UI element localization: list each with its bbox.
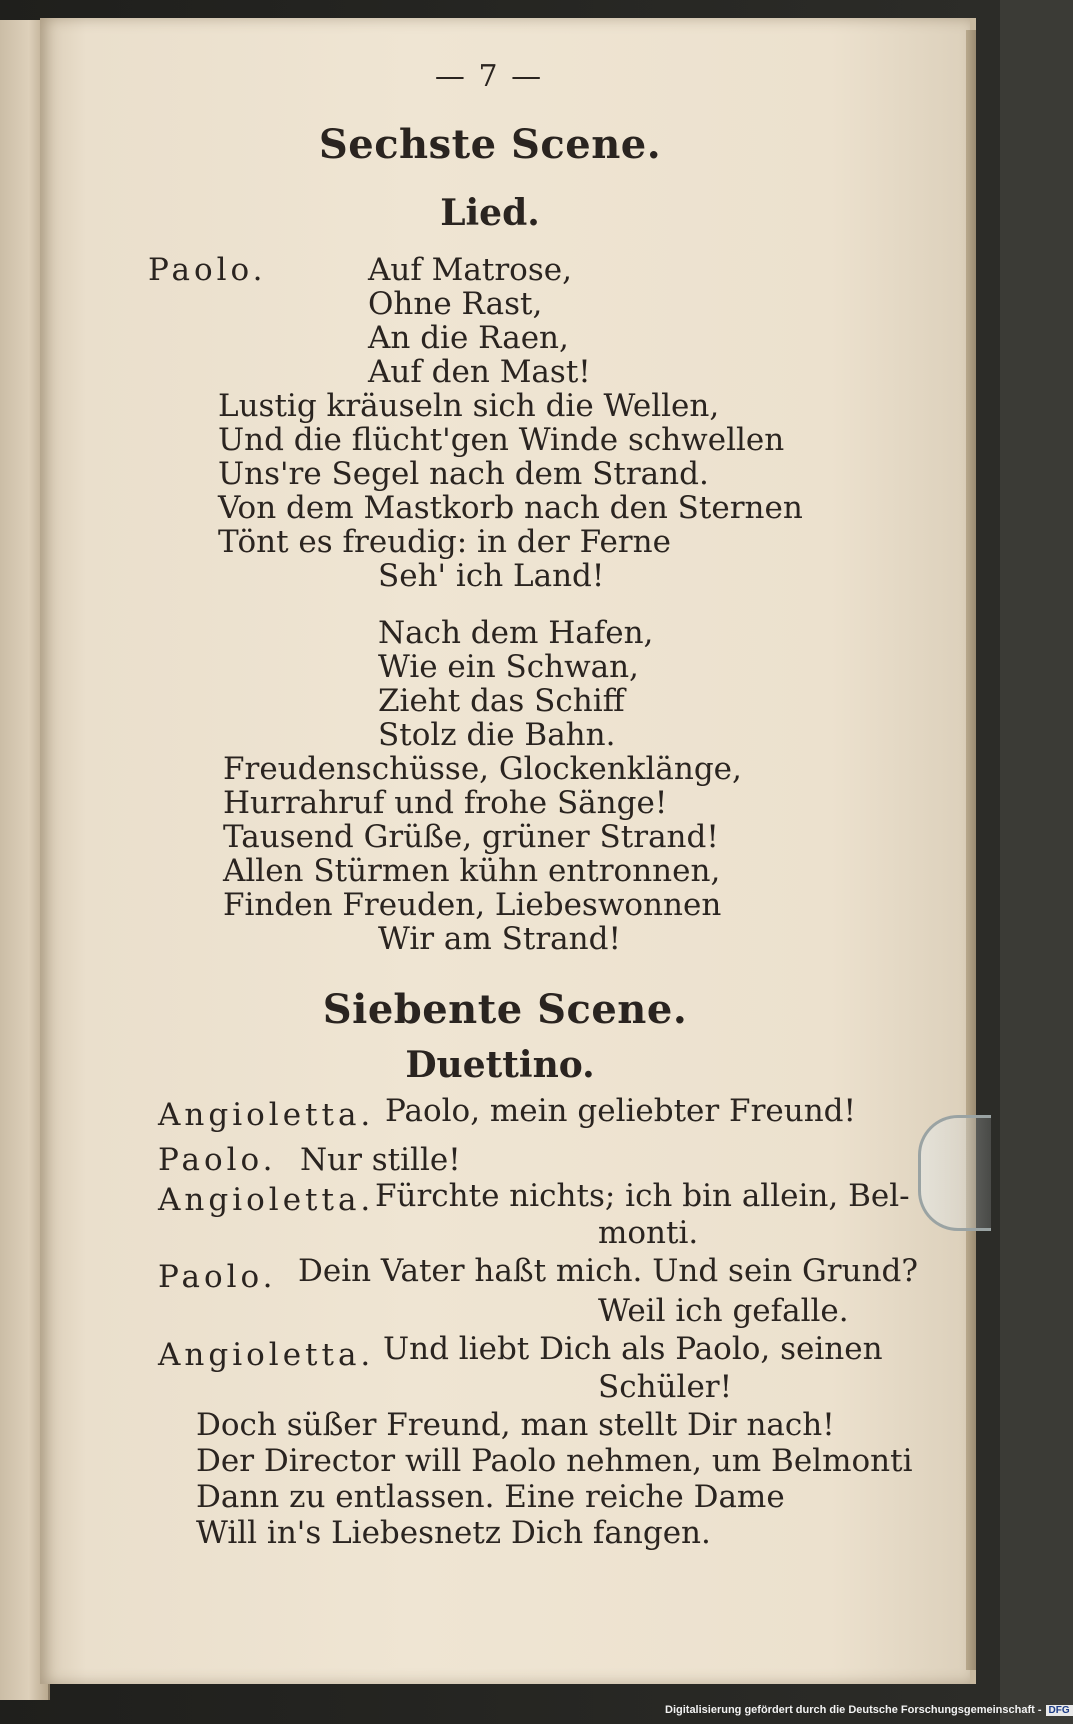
digitization-credit	[665, 1704, 1070, 1722]
dialogue-continuation: Weil ich gefalle.	[598, 1293, 849, 1329]
credit-text: Digitalisierung gefördert durch die Deutsche Forschungsgemeinschaft -	[665, 1704, 1042, 1716]
dialogue-line: Doch süßer Freund, man stellt Dir nach!	[196, 1407, 835, 1443]
verse-line: Wir am Strand!	[378, 921, 621, 957]
verse-line: Freudenschüsse, Glockenklänge,	[223, 751, 742, 787]
verse-line: An die Raen,	[368, 320, 569, 356]
speaker-name: Paolo.	[158, 1142, 277, 1178]
verse-line: Hurrahruf und frohe Sänge!	[223, 785, 668, 821]
page-number: — 7 —	[434, 59, 544, 94]
dialogue-line: Will in's Liebesnetz Dich fangen.	[196, 1515, 711, 1551]
verse-line: Auf den Mast!	[368, 354, 591, 390]
dialogue-line: Paolo, mein geliebter Freund!	[385, 1093, 856, 1129]
scene-title: Siebente Scene.	[322, 986, 688, 1033]
dialogue-line: Dein Vater haßt mich. Und sein Grund?	[298, 1253, 918, 1289]
verse-line: Uns're Segel nach dem Strand.	[218, 456, 709, 492]
verse-line: Nach dem Hafen,	[378, 615, 654, 651]
speaker-name: Angioletta.	[158, 1337, 375, 1373]
verse-line: Allen Stürmen kühn entronnen,	[223, 853, 721, 889]
speaker-name: Paolo.	[158, 1259, 277, 1295]
dfg-logo: DFG	[1046, 1705, 1073, 1716]
speaker-name: Paolo.	[148, 252, 267, 288]
verse-line: Tönt es freudig: in der Ferne	[218, 524, 671, 560]
verse-line: Lustig kräuseln sich die Wellen,	[218, 388, 720, 424]
scene-subtitle: Duettino.	[405, 1044, 595, 1086]
verse-line: Zieht das Schiff	[378, 683, 625, 719]
verse-line: Wie ein Schwan,	[378, 649, 639, 685]
dialogue-line: Nur stille!	[300, 1142, 461, 1178]
dialogue-line: Dann zu entlassen. Eine reiche Dame	[196, 1479, 785, 1515]
verse-line: Und die flücht'gen Winde schwellen	[218, 422, 785, 458]
verse-line: Seh' ich Land!	[378, 558, 605, 594]
speaker-name: Angioletta.	[158, 1097, 375, 1133]
verse-line: Tausend Grüße, grüner Strand!	[223, 819, 719, 855]
dialogue-line: Der Director will Paolo nehmen, um Belmonti	[196, 1443, 913, 1479]
verse-line: Ohne Rast,	[368, 286, 543, 322]
dialogue-continuation: monti.	[598, 1215, 699, 1251]
verse-line: Auf Matrose,	[368, 252, 572, 288]
verse-line: Von dem Mastkorb nach den Sternen	[218, 490, 803, 526]
verse-line: Finden Freuden, Liebeswonnen	[223, 887, 722, 923]
dialogue-line: Und liebt Dich als Paolo, seinen	[383, 1331, 883, 1367]
speaker-name: Angioletta.	[158, 1182, 375, 1218]
dialogue-line: Fürchte nichts; ich bin allein, Bel-	[375, 1178, 910, 1214]
verse-line: Stolz die Bahn.	[378, 717, 616, 753]
scene-subtitle: Lied.	[440, 192, 540, 234]
scene-title: Sechste Scene.	[318, 121, 662, 168]
page-stack-edge	[966, 30, 976, 1670]
dialogue-continuation: Schüler!	[598, 1369, 733, 1405]
paper-clip	[918, 1115, 991, 1231]
